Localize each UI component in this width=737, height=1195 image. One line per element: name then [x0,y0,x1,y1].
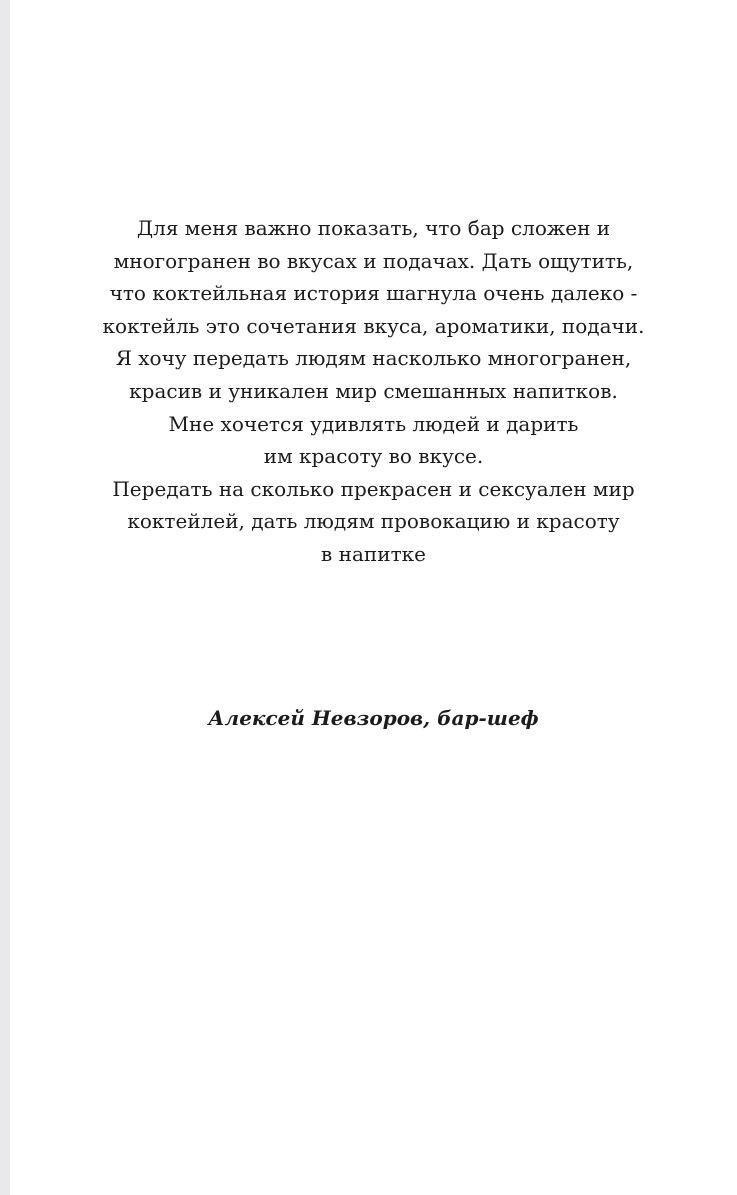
quote-line: Я хочу передать людям насколько многогранен, [115,346,632,371]
quote-line: Передать на сколько прекрасен и сексуален мир [112,476,635,501]
quote-line: Мне хочется удивлять людей и дарить [168,411,579,436]
quote-line: им красоту во вкусе. [263,444,484,469]
quote-line: Для меня важно показать, что бар сложен и [136,216,611,240]
author-signature: Алексей Невзоров, бар-шеф [208,706,539,730]
quote-line: в напитке [321,541,426,566]
quote-text [10,212,737,571]
quote-line: коктейлей, дать людям провокацию и красоту [127,509,620,534]
quote-line: многогранен во вкусах и подачах. Дать ощутить, [113,248,634,273]
quote-line: красив и уникален мир смешанных напитков. [129,378,618,403]
quote-line: коктейль это сочетания вкуса, ароматики, подачи. [102,313,645,338]
quote-line: что коктейльная история шагнула очень далеко - [109,281,638,306]
document-page [10,0,737,1195]
